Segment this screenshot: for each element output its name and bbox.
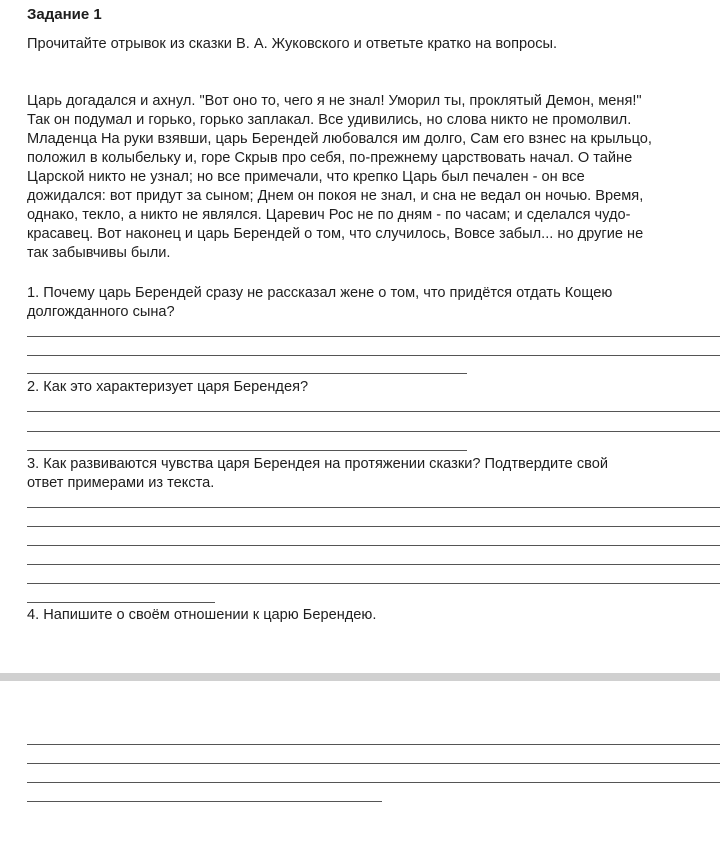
passage-line: однако, текло, а никто не являлся. Царевич Рос не по дням - по часам; и сделался чудо- bbox=[27, 207, 631, 223]
answer-line[interactable] bbox=[27, 355, 720, 356]
answer-line[interactable] bbox=[27, 801, 382, 802]
answer-line[interactable] bbox=[27, 507, 720, 508]
answer-line[interactable] bbox=[27, 545, 720, 546]
question-text: 3. Как развиваются чувства царя Берендея на протяжении сказки? Подтвердите свой bbox=[27, 456, 609, 472]
passage-line: Царь догадался и ахнул. "Вот оно то, чего я не знал! Уморил ты, проклятый Демон, меня!" bbox=[27, 93, 642, 109]
question-text: долгожданного сына? bbox=[27, 304, 175, 320]
answer-line[interactable] bbox=[27, 373, 467, 374]
question-text: 4. Напишите о своём отношении к царю Берендею. bbox=[27, 607, 377, 623]
answer-line[interactable] bbox=[27, 450, 467, 451]
answer-line[interactable] bbox=[27, 744, 720, 745]
answer-line[interactable] bbox=[27, 526, 720, 527]
passage-line: дожидался: вот придут за сыном; Днем он покоя не знал, и сна не ведал он ночью. Время, bbox=[27, 188, 644, 204]
passage-line: Младенца На руки взявши, царь Берендей любовался им долго, Сам его взнес на крыльцо, bbox=[27, 131, 652, 147]
answer-line[interactable] bbox=[27, 431, 720, 432]
passage-line: положил в колыбельку и, горе Скрыв про себя, по-прежнему царствовать начал. О тайне bbox=[27, 150, 633, 166]
task-instruction: Прочитайте отрывок из сказки В. А. Жуковского и ответьте кратко на вопросы. bbox=[27, 36, 558, 52]
passage-line: красавец. Вот наконец и царь Берендей о том, что случилось, Вовсе забыл... но другие не bbox=[27, 226, 644, 242]
answer-line[interactable] bbox=[27, 336, 720, 337]
task-title: Задание 1 bbox=[27, 6, 102, 23]
passage-line: Царской никто не узнал; но все примечали, что крепко Царь был печален - он все bbox=[27, 169, 585, 185]
answer-line[interactable] bbox=[27, 583, 720, 584]
answer-line[interactable] bbox=[27, 782, 720, 783]
answer-line[interactable] bbox=[27, 602, 215, 603]
passage-line: Так он подумал и горько, горько заплакал. Все удивились, но слова никто не промолвил. bbox=[27, 112, 632, 128]
question-text: 2. Как это характеризует царя Берендея? bbox=[27, 379, 309, 395]
answer-line[interactable] bbox=[27, 411, 720, 412]
question-text: 1. Почему царь Берендей сразу не рассказал жене о том, что придётся отдать Кощею bbox=[27, 285, 613, 301]
answer-line[interactable] bbox=[27, 763, 720, 764]
page-separator bbox=[0, 673, 720, 681]
answer-line[interactable] bbox=[27, 564, 720, 565]
question-text: ответ примерами из текста. bbox=[27, 475, 215, 491]
passage-line: так забывчивы были. bbox=[27, 245, 171, 261]
